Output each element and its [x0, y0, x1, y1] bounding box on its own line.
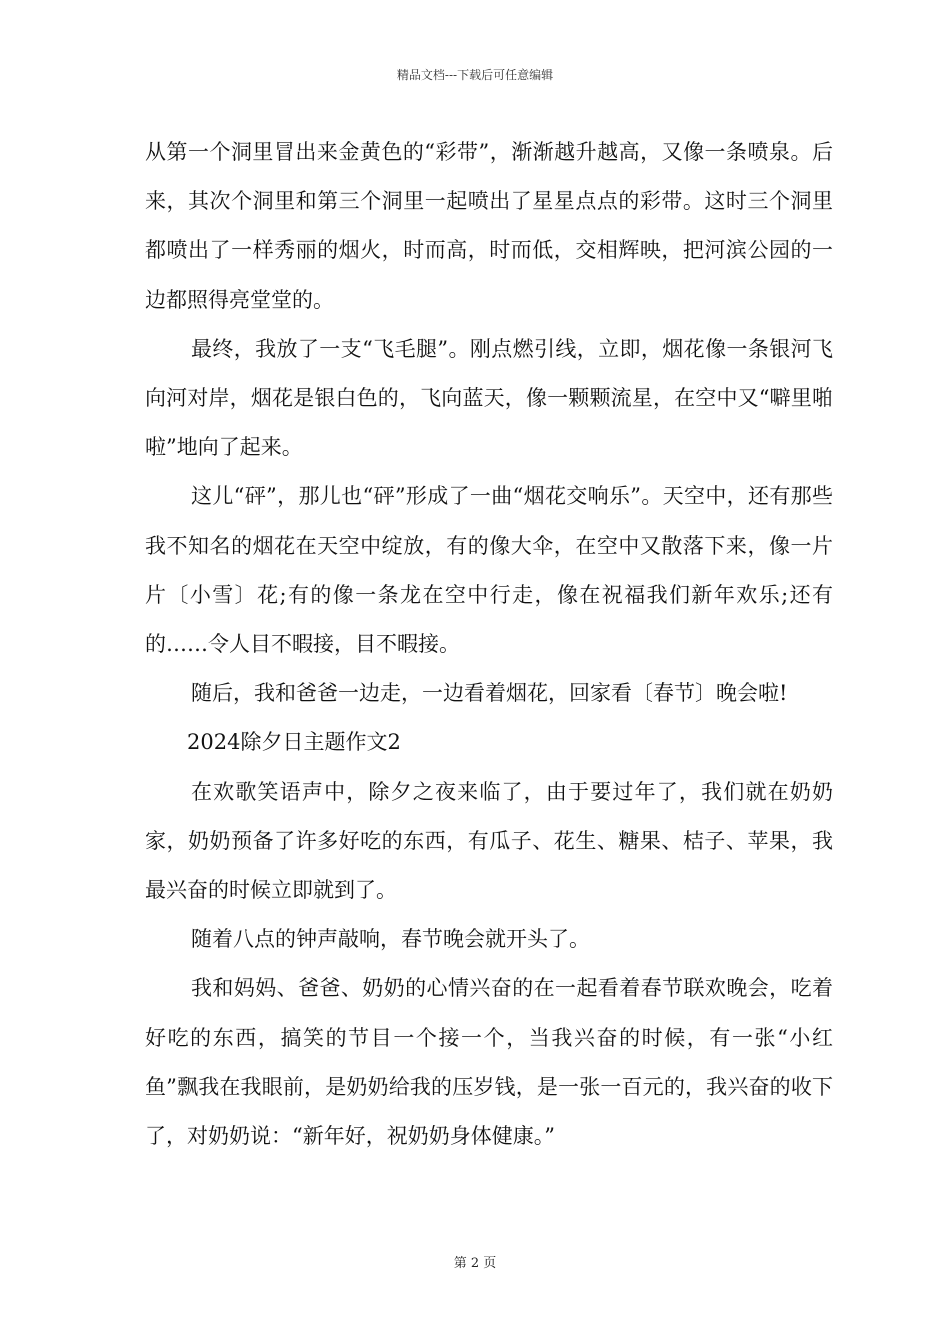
- essay-heading: 2024除夕日主题作文2: [187, 730, 401, 755]
- paragraph-fireworks-symphony: 这儿“砰”，那儿也“砰”形成了一曲“烟花交响乐”。天空中，还有那些我不知名的烟花在天空中绽放，有的像大伞，在空中又散落下来，像一片片〔小雪〕花;有的像一条龙在空中行走，像在祝福我们新年欢乐;还有的……令人目不暇接，目不暇接。: [145, 484, 833, 657]
- paragraph-red-envelope: 我和妈妈、爸爸、奶奶的心情兴奋的在一起看着春节联欢晚会，吃着好吃的东西，搞笑的节目一个接一个，当我兴奋的时候，有一张“小红鱼”飘我在我眼前，是奶奶给我的压岁钱，是一张一百元的，我兴奋的收下了，对奶奶说：“新年好，祝奶奶身体健康。”: [145, 976, 833, 1149]
- paragraph-gala-start: 随着八点的钟声敲响，春节晚会就开头了。: [191, 927, 590, 952]
- paragraph-new-year-eve: 在欢歌笑语声中，除夕之夜来临了，由于要过年了，我们就在奶奶家，奶奶预备了许多好吃的东西，有瓜子、花生、糖果、桔子、苹果，我最兴奋的时候立即就到了。: [145, 779, 833, 903]
- paragraph-fireworks-fountain: 从第一个洞里冒出来金黄色的“彩带”，渐渐越升越高，又像一条喷泉。后来，其次个洞里和第三个洞里一起喷出了星星点点的彩带。这时三个洞里都喷出了一样秀丽的烟火，时而高，时而低，交相辉映，把河滨公园的一边都照得亮堂堂的。: [145, 140, 833, 312]
- paragraph-going-home: 随后，我和爸爸一边走，一边看着烟花，回家看〔春节〕晚会啦!: [191, 681, 788, 706]
- page-header: 精品文档---下载后可任意编辑: [396, 68, 554, 82]
- document-body: [145, 128, 833, 1161]
- page-number: 第 2 页: [453, 1256, 497, 1271]
- paragraph-flying-leg: 最终，我放了一支“飞毛腿”。刚点燃引线，立即，烟花像一条银河飞向河对岸，烟花是银白色的，飞向蓝天，像一颗颗流星，在空中又“噼里啪啦”地向了起来。: [145, 336, 833, 460]
